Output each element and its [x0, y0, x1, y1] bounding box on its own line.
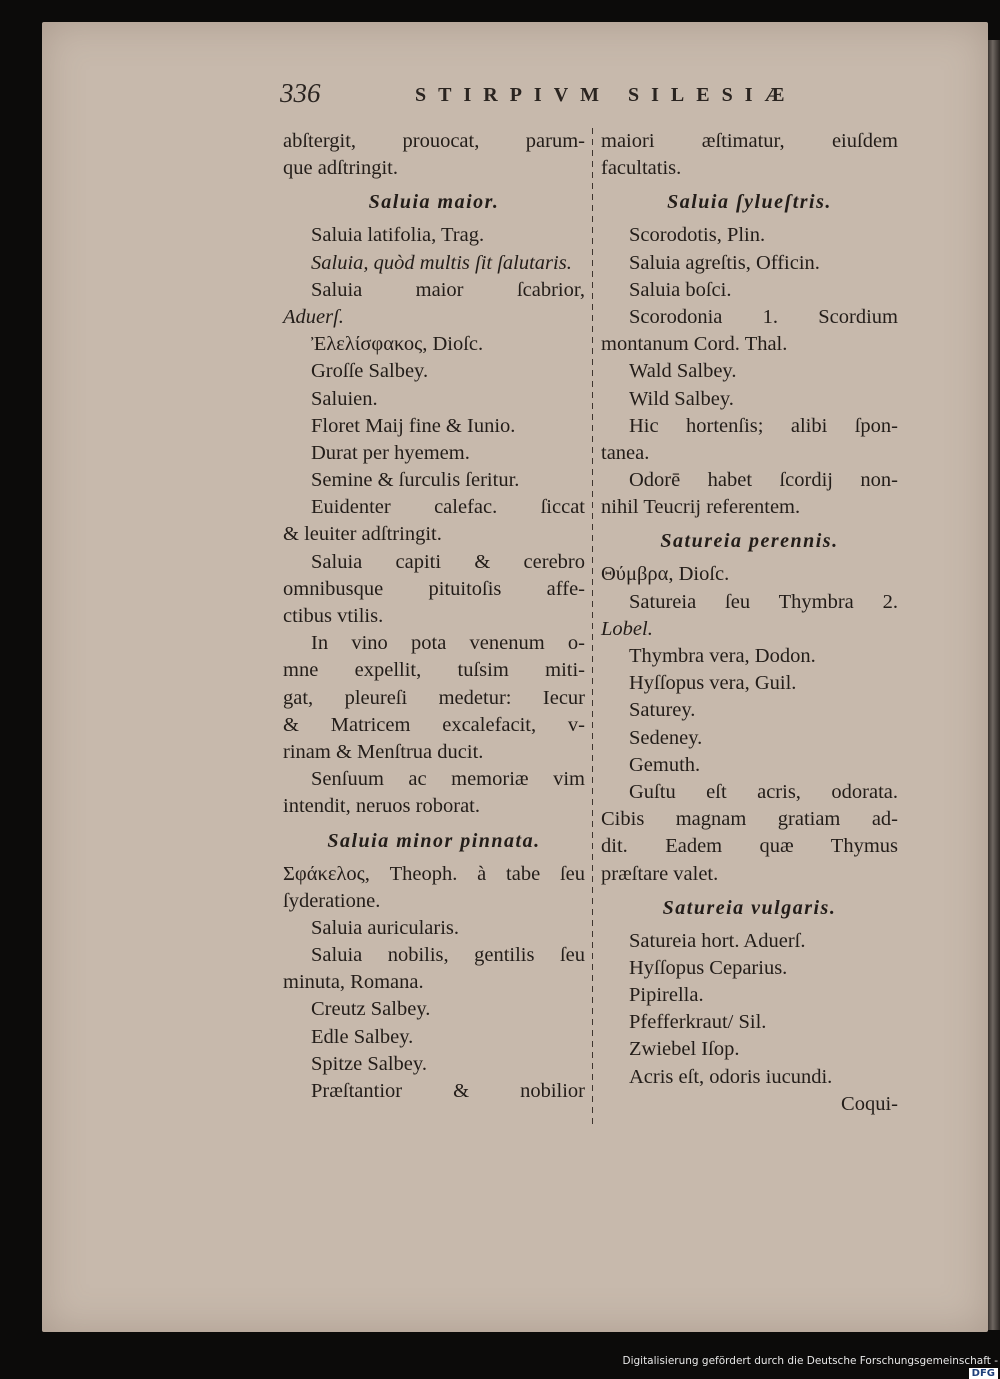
dfg-logo: DFG [969, 1368, 998, 1379]
text-line: maiori æſtimatur, eiuſdem [601, 130, 898, 152]
text-line: Scorodotis, Plin. [629, 224, 766, 247]
text-line: ctibus vtilis. [283, 605, 384, 627]
text-line: Satureia hort. Aduerſ. [629, 929, 806, 952]
text-line: Saluia nobilis, gentilis ſeu [311, 944, 585, 967]
page-header [280, 78, 895, 114]
text-line: Groſſe Salbey. [311, 360, 429, 383]
text-line: Saturey. [629, 699, 696, 722]
text-line: Gemuth. [629, 753, 701, 776]
text-line: Saluia agreſtis, Officin. [629, 251, 820, 274]
page-edge-shadow [988, 40, 1000, 1330]
text-line: minuta, Romana. [283, 971, 424, 994]
text-line: gat, pleureſi medetur: Iecur [283, 686, 585, 709]
section-heading: Satureia vulgaris. [662, 896, 837, 919]
credit-text: Digitalisierung gefördert durch die Deutsche Forschungsgemeinschaft - [622, 1355, 998, 1367]
text-line: facultatis. [601, 157, 682, 180]
text-line: Euidenter calefac. ſiccat [311, 496, 585, 519]
text-line: Saluien. [311, 387, 378, 410]
text-line: rinam & Menſtrua ducit. [283, 740, 484, 763]
text-line: Hyſſopus Ceparius. [629, 956, 788, 979]
text-line: præſtare valet. [601, 862, 719, 885]
text-line: Wald Salbey. [629, 360, 737, 383]
text-line: Lobel. [601, 617, 653, 640]
text-line: ſyderatione. [283, 889, 381, 912]
page-number: 336 [280, 78, 321, 108]
text-line: Hic hortenſis; alibi ſpon- [629, 414, 898, 437]
text-line: intendit, neruos roborat. [283, 795, 480, 818]
text-line: Senſuum ac memoriæ vim [311, 768, 585, 791]
right-column [601, 128, 898, 1118]
text-line: Sedeney. [629, 726, 703, 749]
text-line: Saluia latifolia, Trag. [311, 224, 485, 247]
text-line: Zwiebel Iſop. [629, 1038, 740, 1061]
text-line: Cibis magnam gratiam ad- [601, 808, 898, 831]
text-line: Guſtu eſt acris, odorata. [629, 780, 898, 803]
text-line: Aduerſ. [283, 305, 344, 328]
text-line: Saluia, quòd multis ſit ſalutaris. [311, 251, 572, 274]
text-line: & Matricem excalefacit, v- [283, 713, 585, 736]
text-line: Durat per hyemem. [311, 441, 470, 464]
text-line: Σφάκελος, Theoph. à tabe ſeu [283, 862, 585, 885]
text-line: Pfefferkraut/ Sil. [629, 1011, 767, 1034]
text-line: & leuiter adſtringit. [283, 523, 442, 546]
text-line: Floret Maij fine & Iunio. [311, 414, 516, 437]
text-line: Saluia auricularis. [311, 916, 460, 939]
text-line: Ἐλελίσφακος, Dioſc. [311, 333, 484, 356]
text-line: Saluia boſci. [629, 278, 732, 301]
text-line: dit. Eadem quæ Thymus [601, 835, 898, 858]
section-heading: Saluia maior. [368, 191, 500, 214]
text-line: que adſtringit. [283, 157, 399, 180]
text-line: Odorē habet ſcordij non- [629, 469, 898, 492]
text-line: Θύμβρα, Dioſc. [601, 563, 730, 586]
text-line: Wild Salbey. [629, 387, 734, 410]
text-line: montanum Cord. Thal. [601, 333, 788, 356]
section-heading: Satureia perennis. [660, 530, 839, 553]
digitization-credit [608, 1355, 998, 1379]
text-line: Acris eſt, odoris iucundi. [629, 1065, 833, 1088]
section-heading: Saluia ſylueſtris. [667, 191, 832, 214]
text-line: Præſtantior & nobilior [311, 1080, 585, 1102]
text-line: mne expellit, tuſsim miti- [283, 659, 585, 682]
text-line: Creutz Salbey. [311, 998, 431, 1021]
text-line: Hyſſopus vera, Guil. [629, 672, 797, 695]
text-line: omnibusque pituitoſis affe- [283, 577, 585, 600]
text-line: Saluia capiti & cerebro [311, 550, 585, 573]
left-column [283, 128, 585, 1105]
text-line: Spitze Salbey. [311, 1052, 427, 1075]
column-divider [592, 128, 593, 1128]
text-line: In vino pota venenum o- [311, 632, 585, 655]
text-line: Satureia ſeu Thymbra 2. [629, 590, 898, 613]
text-line: Semine & ſurculis ſeritur. [311, 469, 520, 492]
running-title: STIRPIVM SILESIÆ [415, 84, 797, 106]
text-line: nihil Teucrij referentem. [601, 496, 801, 519]
text-line: abſtergit, prouocat, parum- [283, 130, 585, 152]
text-line: Scorodonia 1. Scordium [629, 305, 898, 328]
text-line: Saluia maior ſcabrior, [311, 278, 585, 301]
text-line: tanea. [601, 441, 650, 464]
text-line: Pipirella. [629, 984, 704, 1007]
catchword: Coqui- [841, 1092, 898, 1115]
section-heading: Saluia minor pinnata. [327, 829, 541, 852]
text-line: Edle Salbey. [311, 1025, 414, 1048]
text-line: Thymbra vera, Dodon. [629, 645, 816, 667]
